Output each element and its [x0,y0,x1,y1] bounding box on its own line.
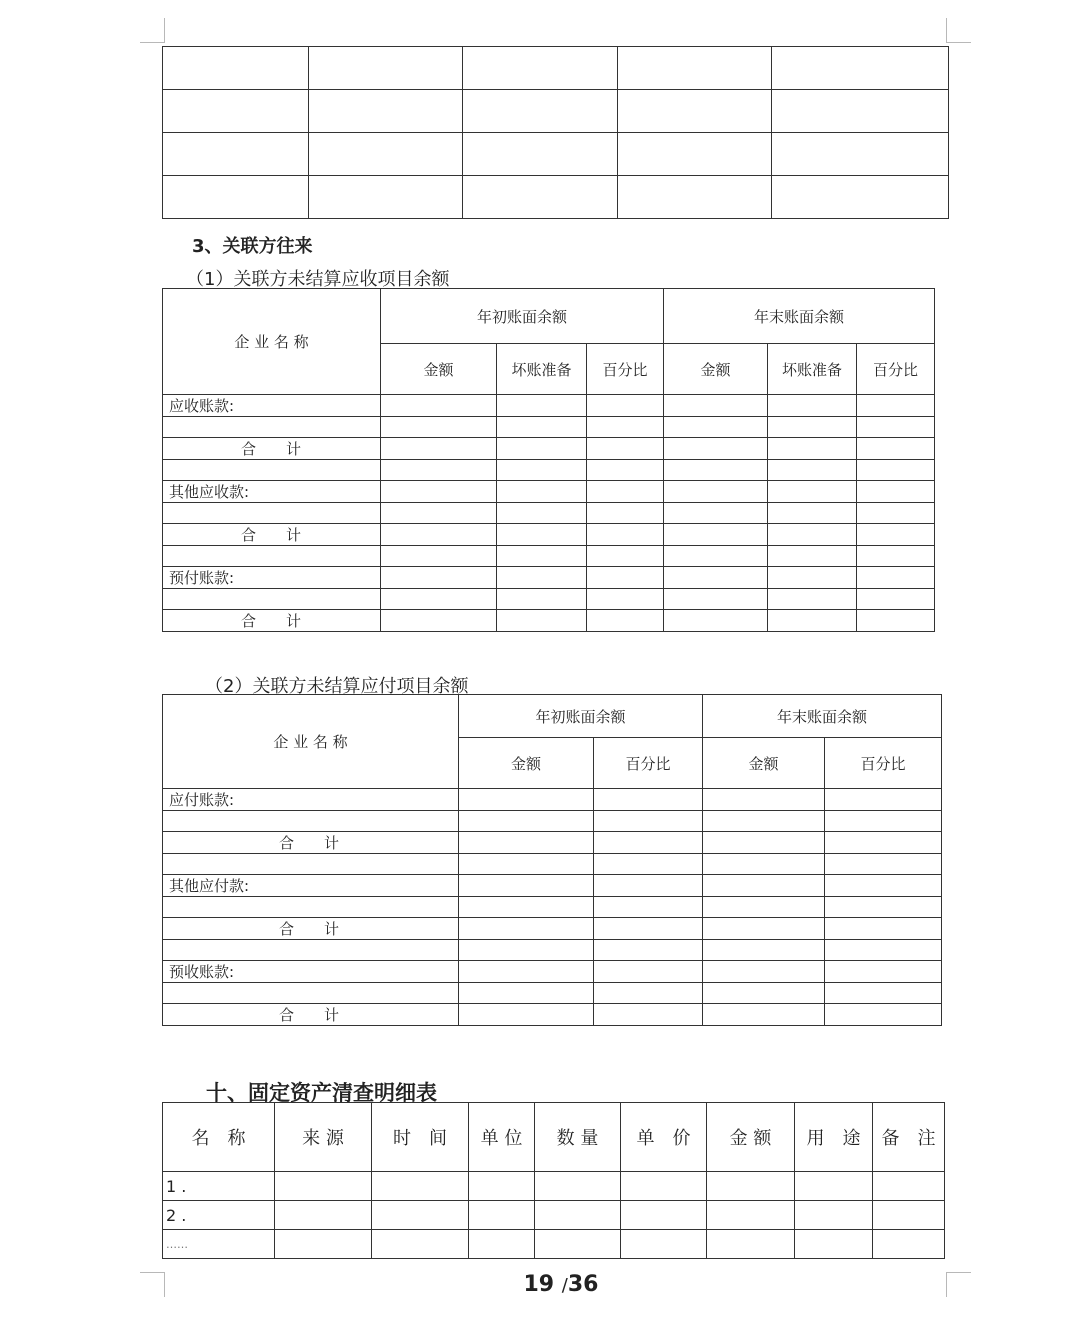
page-number [0,1272,1080,1297]
payables-table [162,694,942,1026]
section-title-related-party: 3、关联方往来 [192,236,313,257]
table-row [163,1004,942,1026]
company-name-header: 企 业 名 称 [163,289,381,395]
header-amount: 金 额 [707,1103,795,1172]
table-row [163,460,935,481]
subsection-title-payables: （2）关联方未结算应付项目余额 [205,676,469,697]
header-unit-price: 单 价 [621,1103,707,1172]
table-row [163,438,935,460]
end-balance-header: 年末账面余额 [703,695,942,738]
header-remarks: 备 注 [873,1103,945,1172]
table-row [163,940,942,961]
company-name-header: 企 业 名 称 [163,695,459,789]
table-row [163,546,935,567]
header-source: 来 源 [275,1103,372,1172]
fixed-assets-table [162,1102,945,1259]
table-row [163,789,942,811]
col-amount: 金额 [664,344,768,395]
table-row [163,503,935,524]
table-row [163,1230,945,1259]
table-row [163,811,942,832]
header-quantity: 数 量 [535,1103,621,1172]
table-row [163,832,942,854]
crop-mark [140,18,165,43]
previous-table-continuation [162,46,949,219]
col-percent: 百分比 [825,738,942,789]
col-amount: 金额 [703,738,825,789]
col-amount: 金额 [381,344,497,395]
table-row [163,610,935,632]
row-label: 预付账款: [163,567,381,589]
row-index: 2 . [163,1201,275,1230]
row-label-total: 合 计 [163,524,381,546]
table-row [163,481,935,503]
subsection-title-receivables: （1）关联方未结算应收项目余额 [186,269,450,290]
table-row [163,854,942,875]
table-row [163,983,942,1004]
table-row [163,875,942,897]
row-label: 应付账款: [163,789,459,811]
crop-mark [946,18,971,43]
col-bad-debt: 坏账准备 [497,344,587,395]
table-row [163,961,942,983]
header-unit: 单 位 [469,1103,535,1172]
begin-balance-header: 年初账面余额 [459,695,703,738]
header-name: 名 称 [163,1103,275,1172]
table-row [163,395,935,417]
end-balance-header: 年末账面余额 [664,289,935,344]
table-row [163,589,935,610]
header-time: 时 间 [372,1103,469,1172]
header-usage: 用 途 [795,1103,873,1172]
row-label-total: 合 计 [163,832,459,854]
table-row [163,918,942,940]
table-row [163,524,935,546]
row-label-total: 合 计 [163,1004,459,1026]
section-title-fixed-assets: 十、固定资产清查明细表 [206,1081,437,1105]
row-label: 应收账款: [163,395,381,417]
row-index: 1 . [163,1172,275,1201]
col-percent: 百分比 [594,738,703,789]
page-current: 19 [523,1272,555,1297]
col-bad-debt: 坏账准备 [768,344,857,395]
row-label-total: 合 计 [163,610,381,632]
row-label-total: 合 计 [163,438,381,460]
row-label: 其他应收款: [163,481,381,503]
table-row [163,417,935,438]
col-amount: 金额 [459,738,594,789]
page-separator: / [561,1275,568,1296]
row-ellipsis: …… [163,1230,275,1259]
receivables-table [162,288,935,632]
col-percent: 百分比 [587,344,664,395]
begin-balance-header: 年初账面余额 [381,289,664,344]
table-row [163,567,935,589]
col-percent: 百分比 [857,344,935,395]
row-label: 其他应付款: [163,875,459,897]
row-label: 预收账款: [163,961,459,983]
page-total: 36 [567,1272,599,1297]
table-row [163,1201,945,1230]
table-row [163,1172,945,1201]
table-row [163,897,942,918]
row-label-total: 合 计 [163,918,459,940]
